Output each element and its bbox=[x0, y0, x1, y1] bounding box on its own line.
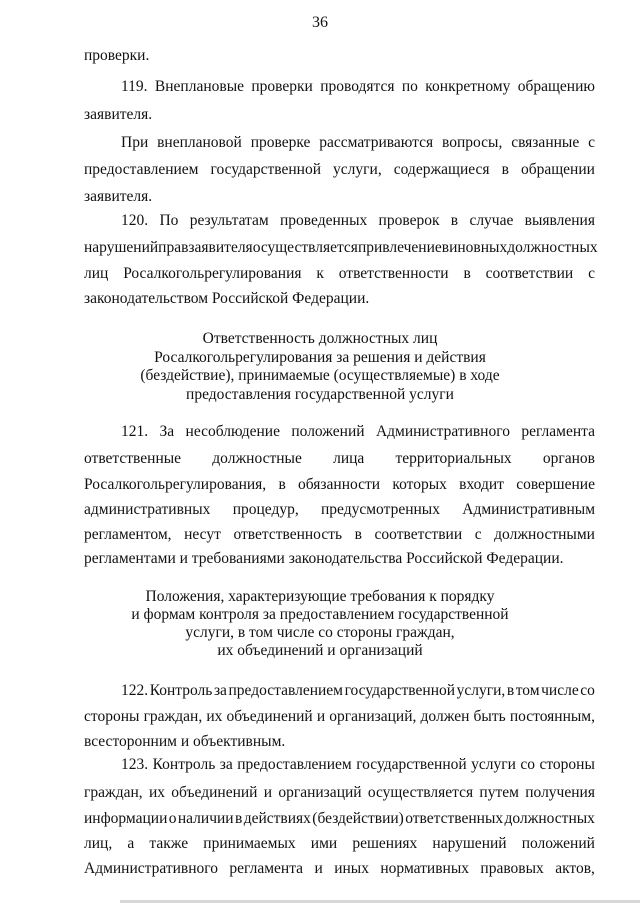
word: вопросы, bbox=[442, 134, 503, 151]
text-line bbox=[84, 527, 595, 543]
text-line: заявителя. bbox=[84, 188, 153, 205]
text-line bbox=[121, 135, 595, 151]
word: Внеплановые bbox=[154, 78, 245, 95]
word: в bbox=[450, 212, 459, 229]
word: территориальных bbox=[395, 450, 512, 467]
text-line bbox=[84, 162, 595, 178]
word: административных bbox=[84, 501, 211, 518]
text-line bbox=[84, 861, 595, 877]
word: а bbox=[127, 835, 135, 852]
word: органов bbox=[542, 450, 595, 467]
word: ответственных bbox=[405, 810, 504, 827]
word: должностных bbox=[507, 239, 598, 256]
word: действиях bbox=[243, 810, 311, 827]
word: Росалкогольрегулирования, bbox=[84, 476, 267, 493]
word: их bbox=[148, 784, 165, 801]
word: государственной bbox=[356, 756, 467, 773]
word: лиц, bbox=[84, 835, 113, 852]
word: организаций bbox=[278, 784, 362, 801]
paragraph-121-line-1 bbox=[121, 424, 595, 440]
word: случае bbox=[469, 212, 514, 229]
word: должностных bbox=[504, 810, 595, 827]
word: за bbox=[213, 682, 227, 699]
word: получения bbox=[525, 784, 595, 801]
text-line bbox=[84, 836, 595, 852]
word: актов, bbox=[555, 860, 595, 877]
word: за bbox=[219, 756, 233, 773]
word: стороны bbox=[84, 708, 140, 725]
word: 121. bbox=[121, 423, 149, 440]
word: в bbox=[278, 476, 286, 493]
word: лиц bbox=[84, 265, 109, 282]
word: должностные bbox=[212, 450, 302, 467]
word: по bbox=[401, 78, 418, 95]
word: результатам bbox=[189, 212, 269, 229]
word: должностными bbox=[494, 526, 595, 543]
word: стороны bbox=[539, 756, 595, 773]
word: принимаемых bbox=[203, 835, 296, 852]
word: в bbox=[506, 682, 515, 699]
word: ответственности bbox=[338, 265, 449, 282]
word: Административного bbox=[84, 860, 218, 877]
word: государственной bbox=[210, 161, 321, 178]
word: том bbox=[515, 682, 540, 699]
text-line: всесторонним и объективным. bbox=[84, 733, 286, 750]
word: входит bbox=[459, 476, 504, 493]
word: и bbox=[263, 784, 273, 801]
word: положений bbox=[291, 423, 365, 440]
word: предоставлением bbox=[228, 682, 343, 699]
word: со bbox=[520, 756, 536, 773]
word: выявления bbox=[524, 212, 595, 229]
word: прав bbox=[158, 239, 189, 256]
word: 119. bbox=[121, 78, 148, 95]
word: осуществляется bbox=[252, 239, 358, 256]
word: услуги, bbox=[333, 161, 382, 178]
word: регламентом, bbox=[84, 526, 172, 543]
word: Административным bbox=[462, 501, 595, 518]
paragraph-120-line-1 bbox=[121, 213, 595, 229]
word: внеплановой bbox=[157, 134, 242, 151]
text-line: законодательством Российской Федерации. bbox=[84, 290, 370, 307]
text-line: заявителя. bbox=[84, 106, 153, 123]
word: нормативных bbox=[380, 860, 469, 877]
word: в bbox=[501, 161, 509, 178]
word: в bbox=[463, 265, 471, 282]
word: которых bbox=[392, 476, 447, 493]
word: лица bbox=[333, 450, 365, 467]
word: При bbox=[121, 134, 149, 151]
word: Контроль bbox=[152, 756, 216, 773]
word: решениях bbox=[352, 835, 418, 852]
section-heading-line: Положения, характеризующие требования к порядку bbox=[145, 588, 495, 605]
word: ответственные bbox=[84, 450, 182, 467]
word: ими bbox=[310, 835, 338, 852]
section-heading-line: услуги, в том числе со стороны граждан, bbox=[185, 624, 455, 641]
word: и bbox=[316, 708, 326, 725]
text-line bbox=[84, 477, 595, 493]
word: быть bbox=[473, 708, 506, 725]
word: нарушений bbox=[432, 835, 507, 852]
text-line: проверки. bbox=[84, 47, 150, 64]
scan-edge-divider bbox=[120, 900, 640, 903]
word: обязанности bbox=[298, 476, 381, 493]
section-heading-line: Росалкогольрегулирования за решения и действия bbox=[154, 349, 486, 366]
text-line bbox=[84, 502, 595, 518]
word: постоянным, bbox=[509, 708, 595, 725]
text-line bbox=[84, 709, 595, 725]
word: граждан, bbox=[143, 708, 203, 725]
word: числе bbox=[541, 682, 579, 699]
word: предоставлением bbox=[237, 756, 352, 773]
word: проведенных bbox=[280, 212, 368, 229]
word: о bbox=[168, 810, 177, 827]
word: с bbox=[588, 265, 595, 282]
word: объединений bbox=[171, 784, 258, 801]
word: (бездействии) bbox=[312, 810, 404, 827]
word: услуги bbox=[471, 756, 516, 773]
word: соответствии bbox=[374, 526, 463, 543]
word: в bbox=[354, 526, 362, 543]
word: наличии bbox=[177, 810, 234, 827]
word: конкретному bbox=[425, 78, 511, 95]
word: связанные bbox=[511, 134, 580, 151]
section-heading-line: (бездействие), принимаемые (осуществляемые) в ходе bbox=[140, 367, 500, 384]
word: За bbox=[159, 423, 175, 440]
word: соответствии bbox=[485, 265, 574, 282]
section-heading-line: предоставления государственной услуги bbox=[186, 386, 454, 403]
section-heading-line: их объединений и организаций bbox=[217, 642, 423, 659]
text-line bbox=[84, 266, 595, 282]
word: виновных bbox=[441, 239, 508, 256]
word: процедур, bbox=[232, 501, 299, 518]
word: регламента bbox=[521, 423, 595, 440]
paragraph-122-line-1 bbox=[121, 683, 595, 699]
paragraph-119-line-1 bbox=[121, 79, 595, 95]
word: 123. bbox=[121, 756, 149, 773]
text-line bbox=[84, 239, 598, 256]
word: проверки bbox=[251, 78, 313, 95]
word: проверок bbox=[378, 212, 440, 229]
page-number: 36 bbox=[312, 14, 328, 31]
word: объединений bbox=[226, 708, 313, 725]
word: Росалкогольрегулирования bbox=[123, 265, 302, 282]
word: совершение bbox=[516, 476, 595, 493]
text-line: регламентами и требованиями законодательства Российской Федерации. bbox=[84, 550, 564, 567]
word: иных bbox=[334, 860, 369, 877]
word: нарушений bbox=[84, 239, 159, 256]
word: предоставлением bbox=[84, 161, 199, 178]
word: услуги, bbox=[456, 682, 506, 699]
word: рассматриваются bbox=[319, 134, 434, 151]
word: Административного bbox=[375, 423, 510, 440]
word: содержащиеся bbox=[393, 161, 490, 178]
word: к bbox=[316, 265, 324, 282]
word: информации bbox=[84, 810, 168, 827]
word: со bbox=[580, 682, 595, 699]
word: с bbox=[474, 526, 482, 543]
word: осуществляется bbox=[367, 784, 474, 801]
word: проверке bbox=[250, 134, 311, 151]
word: граждан, bbox=[84, 784, 143, 801]
word: государственной bbox=[344, 682, 456, 699]
word: обращении bbox=[520, 161, 595, 178]
word: проводятся bbox=[320, 78, 395, 95]
word: несоблюдение bbox=[185, 423, 280, 440]
word: путем bbox=[479, 784, 519, 801]
section-heading-line: Ответственность должностных лиц bbox=[202, 330, 438, 347]
word: с bbox=[588, 134, 595, 151]
word: ответственность bbox=[233, 526, 343, 543]
word: 122. bbox=[121, 682, 149, 699]
paragraph-123-line-1 bbox=[121, 757, 595, 773]
word: несут bbox=[184, 526, 221, 543]
word: привлечение bbox=[357, 239, 442, 256]
word: регламента bbox=[229, 860, 304, 877]
text-line bbox=[84, 785, 595, 801]
word: предусмотренных bbox=[321, 501, 440, 518]
section-heading-line: и формам контроля за предоставлением государственной bbox=[131, 606, 509, 623]
word: также bbox=[149, 835, 189, 852]
word: заявителя bbox=[188, 239, 253, 256]
word: и bbox=[314, 860, 323, 877]
word: Контроль bbox=[149, 682, 213, 699]
word: По bbox=[159, 212, 179, 229]
word: 120. bbox=[121, 212, 149, 229]
word: должен bbox=[420, 708, 470, 725]
text-line bbox=[84, 451, 595, 467]
word: обращению bbox=[517, 78, 595, 95]
word: правовых bbox=[480, 860, 544, 877]
text-line bbox=[84, 811, 595, 827]
word: в bbox=[234, 810, 243, 827]
word: организаций, bbox=[329, 708, 417, 725]
word: их bbox=[206, 708, 223, 725]
word: положений bbox=[521, 835, 595, 852]
